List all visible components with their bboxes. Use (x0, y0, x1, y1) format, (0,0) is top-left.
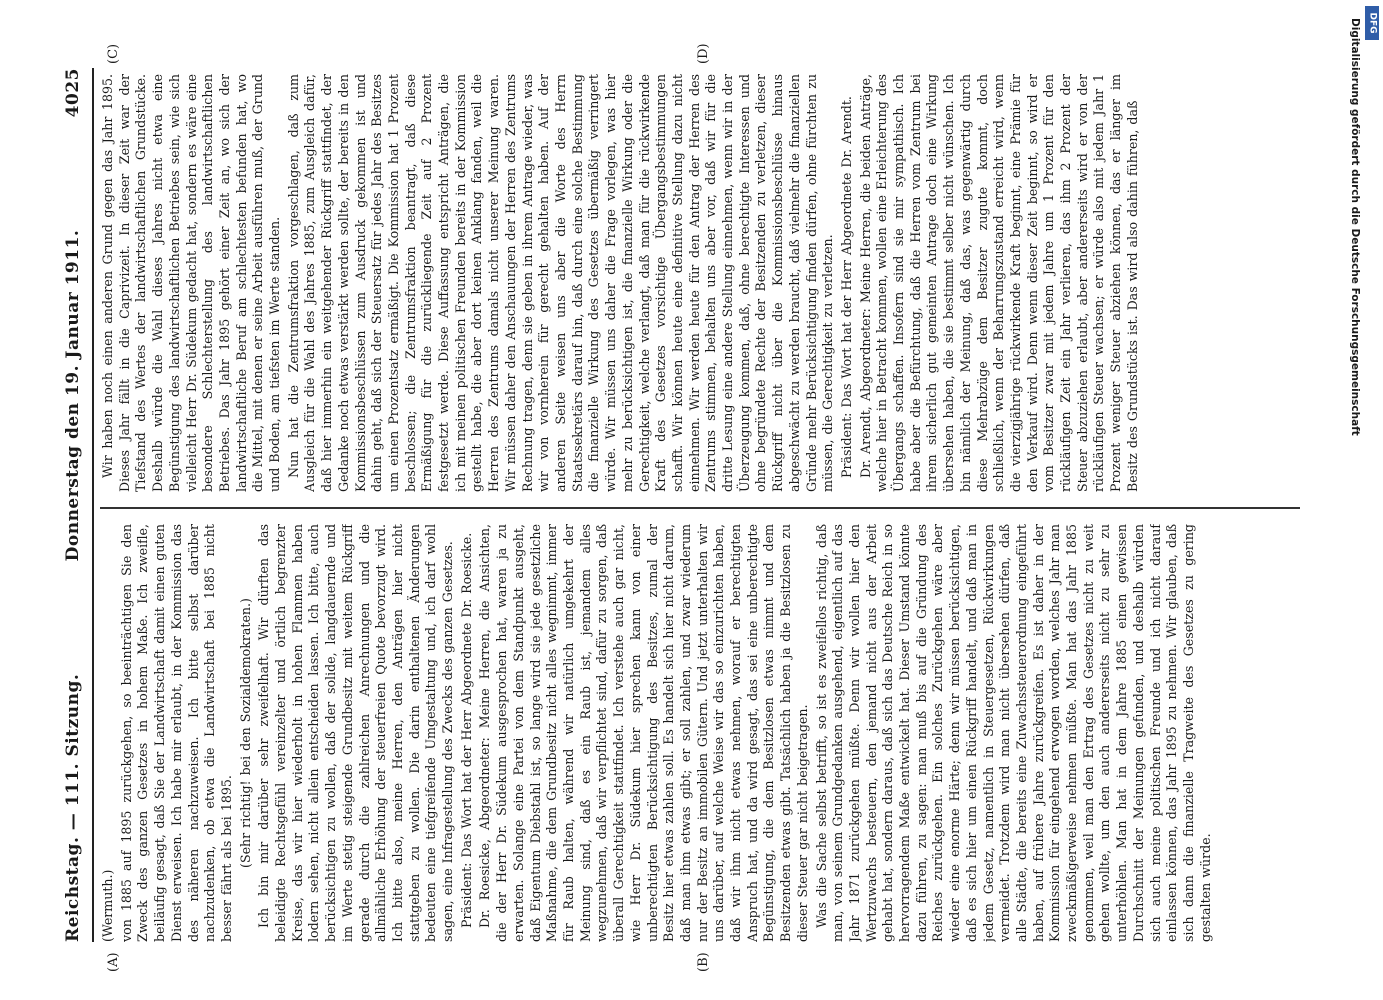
paragraph: Wir haben noch einen anderen Grund gegen das Jahr 1895. Dieses Jahr fällt in die Caprivizeit. In dieser Zeit war der Tiefstand des Wertes der landwirtschaftlichen Grundstücke. Deshalb würde die Wahl dieses Jahres nicht etwa eine Begünstigung des landwirtschaftlichen Betriebes sein, wie sich vielleicht Herr Dr. Südekum gedacht hat, sondern es wäre eine besondere Schlechterstellung des landwirtschaftlichen Betriebes. Das Jahr 1895 gehört einer Zeit an, wo sich der landwirtschaftliche Beruf am schlechtesten befunden hat, wo die Mittel, mit denen er seine Arbeit ausführen muß, der Grund und Boden, am tiefsten im Werte standen. (100, 74, 283, 492)
paragraph: Was die Sache selbst betrifft, so ist es zweifellos richtig, daß man, von seinem Grundgedanken ausgehend, eigentlich auf das Jahr 1871 zurückgehen müßte. Denn wir wollen hier den Wertzuwachs besteuern, den jemand nicht aus der Arbeit gehabt hat, sondern daraus, daß sich das Deutsche Reich in so hervorragendem Maße entwickelt hat. Dieser Umstand könnte dazu führen, zu sagen: man muß bis auf die Gründung des Reiches zurückgehen. Ein solches Zurückgehen wäre aber wieder eine enorme Härte; denn wir müssen berücksichtigen, daß es sich hier um einen Rückgriff handelt, und daß man in jedem Gesetz, namentlich in Steuergesetzen, Rückwirkungen vermeidet. Trotzdem wird man nicht übersehen dürfen, daß alle Städte, die bereits eine Zuwachssteuerordnung eingeführt haben, auf frühere Jahre zurückgreifen. Es ist daher in der Kommission für eingehend erwogen worden, welches Jahr man zweckmäßigerweise nehmen müßte. Man hat das Jahr 1885 genommen, weil man den Ertrag des Gesetzes nicht zu weit gehen wollte, um den auch andererseits nicht zu sehr zu unterhöhlen. Man hat in dem Jahre 1885 einen gewissen Durchschnitt der Meinungen gefunden, und deshalb würden sich auch meine politischen Freunde und ich nicht darauf einlassen können, das Jahr 1895 zu nehmen. Wir glauben, daß sich dann die finanzielle Tragweite des Gesetzes zu gering gestalten würde. (813, 524, 1213, 942)
margin-marker-c: (C) (106, 43, 121, 64)
left-column (100, 524, 1300, 942)
digitization-text: Digitalisierung gefördert durch die Deutsche Forschungsgemeinschaft (1349, 18, 1361, 436)
digitization-note (1345, 18, 1365, 978)
running-header (56, 68, 90, 942)
margin-marker-d: (D) (696, 43, 711, 64)
page-number: 4025 (63, 68, 83, 118)
speech-roesicke: Dr. Roesicke, Abgeordneter: Meine Herren, die Ansichten, die der Herr Dr. Südekum ausgesprochen hat, waren ja zu erwarten. Solange eine Partei von dem Standpunkt ausgeht, daß Eigentum Diebstahl ist, so lange wird sie jede gesetzliche Maßnahme, die dem Grundbesitz nicht alles wegnimmt, immer für Raub halten, während wir natürlich umgekehrt der Meinung sind, daß es ein Raub ist, jemandem alles wegzunehmen, daß wir verpflichtet sind, dafür zu sorgen, daß überall Gerechtigkeit stattfindet. Ich verstehe auch gar nicht, wie Herr Dr. Südekum hier sprechen kann von einer unberechtigten Berücksichtigung des Besitzes, zumal der Besitz hier etwas zahlen soll. Es handelt sich hier nicht darum, daß man ihm etwas gibt; er soll zahlen, und zwar wiederum nur der Besitz an immobilen Gütern. Und jetzt unterhalten wir uns darüber, auf welche Weise wir das so einzurichten haben, daß wir ihm nicht etwas nehmen, worauf er berechtigten Anspruch hat, und da wird gesagt, das sei eine unberechtigte Begünstigung, die dem Besitzlosen etwas nimmt und dem Besitzenden etwas gibt. Tatsächlich haben ja die Besitzlosen zu dieser Steuer gar nicht beigetragen. (477, 524, 810, 942)
paragraph: Nun hat die Zentrumsfraktion vorgeschlagen, daß zum Ausgleich für die Wahl des Jahres 1885, zum Ausgleich dafür, daß hier immerhin ein weitgehender Rückgriff stattfindet, der Gedanke noch etwas verstärkt werden sollte, der bereits in den Kommissionsbeschlüssen zum Ausdruck gekommen ist und dahin geht, daß sich der Steuersatz für jedes Jahr des Besitzes um einen Prozentsatz ermäßigt. Die Kommission hat 1 Prozent beschlossen; die Zentrumsfraktion beantragt, daß diese Ermäßigung für die zurückliegende Zeit auf 2 Prozent festgesetzt werde. Diese Auffassung entspricht Anträgen, die ich mit meinen politischen Freunden bereits in der Kommission gestellt habe, die aber dort keinen Anklang fanden, weil die Herren des Zentrums damals nicht unserer Meinung waren. Wir müssen daher den Anschauungen der Herren des Zentrums Rechnung tragen, denn sie geben in ihrem Antrage wieder, was wir von vornherein für gerecht gehalten haben. Auf der anderen Seite weisen uns aber die Worte des Herrn Staatssekretärs darauf hin, daß durch eine solche Bestimmung die finanzielle Wirkung des Gesetzes übermäßig verringert würde. Wir müssen uns daher die Frage vorlegen, was hier mehr zu berücksichtigen ist, die finanzielle Wirkung oder die Gerechtigkeit, welche verlangt, daß man für die rückwirkende Kraft des Gesetzes vorsichtige Übergangsbestimmungen schafft. Wir können heute eine definitive Stellung dazu nicht einnehmen. Wir werden heute für den Antrag der Herren des Zentrums stimmen, behalten uns aber vor, daß wir für die dritte Lesung eine andere Stellung einnehmen, wenn wir in der Überzeugung kommen, daß, ohne berechtigte Interessen und ohne begründete Rechte der Besitzenden zu verletzen, dieser Rückgriff nicht über die Kommissionsbeschlüsse hinaus abgeschwächt zu werden braucht, daß vielmehr die finanziellen Gründe mehr Berücksichtigung finden dürfen, ohne fürchten zu müssen, die Gerechtigkeit zu verletzen. (285, 74, 836, 492)
speech-arendt: Dr. Arendt, Abgeordneter: Meine Herren, die beiden Anträge, welche hier in Betracht kommen, wollen eine Erleichterung des Übergangs schaffen. Insofern sind sie mir sympathisch. Ich habe aber die Befürchtung, daß die Herren vom Zentrum bei ihrem sicherlich gut gemeinten Antrage doch eine Wirkung übersehen haben, die sie bestimmt selber nicht wünschen. Ich bin nämlich der Meinung, daß das, was gegenwärtig durch diese Mehrabzüge dem Besitzer zugute kommt, doch schließlich, wenn der Beharrungszustand erreicht wird, wenn die vierzigjährige rückwirkende Kraft beginnt, eine Prämie für den Verkauf wird. Denn wenn dieser Zeit beginnt, so wird er vom Besitzer zwar mit jedem Jahre um 1 Prozent für den rückläufigen Zeit ein Jahr verlieren, das ihm 2 Prozent der Steuer abzuziehen erlaubt, aber andererseits wird er von der rückläufigen Steuer wachsen; er würde also mit jedem Jahr 1 Prozent weniger Steuer abziehen können, das er länger im Besitz des Grundstücks ist. Das wird also dahin führen, daß (857, 74, 1140, 492)
president-remark: Präsident: Das Wort hat der Herr Abgeordnete Dr. Roesicke. (458, 532, 474, 928)
speaker-continuation: (Wermuth.) (100, 869, 115, 942)
paragraph: von 1885 auf 1895 zurückgehen, so beeinträchtigen Sie den Zweck des ganzen Gesetzes in hohem Maße. Ich zweifle, beiläufig gesagt, daß Sie der Landwirtschaft damit einen guten Dienst erweisen. Ich habe mir erlaubt, in der Kommission das des näheren nachzuweisen. Ich bitte selbst darüber nachzudenken, ob etwa die Landwirtschaft bei 1885 nicht besser fährt als bei 1895. (118, 524, 234, 942)
president-remark: Präsident: Das Wort hat der Herr Abgeordnete Dr. Arendt. (838, 96, 854, 478)
right-column (100, 74, 1300, 492)
scanned-page (56, 43, 1316, 972)
margin-marker-b: (B) (696, 952, 711, 972)
dfg-logo-icon (1365, 6, 1379, 40)
header-session: Reichstag. — 111. Sitzung. (63, 673, 83, 942)
header-rule (92, 68, 94, 942)
interjection: (Sehr richtig! bei den Sozialdemokraten.) (237, 598, 253, 868)
column-divider (100, 507, 1300, 509)
header-date: Donnerstag den 19. Januar 1911. (63, 229, 83, 562)
dfg-logo-text: DFG (1367, 12, 1378, 34)
paragraph: Ich bin mir darüber sehr zweifelhaft. Wir dürften das beleidigte Rechtsgefühl vereinzelter und örtlich begrenzter Kreise, das wir hier wiederholt in hohen Flammen haben lodern sehen, nicht allein entscheiden lassen. Ich bitte, auch berücksichtigen zu wollen, daß der solide, langdauernde und im Werte stetig steigende Grundbesitz mit weitem Rückgriff gerade durch die zahlreichen Anrechnungen und die allmähliche Erhöhung der steuerfreien Quote bevorzugt wird. Ich bitte also, meine Herren, den Anträgen hier nicht stattgeben zu wollen. Die darin enthaltenen Änderungen bedeuten eine tiefgreifende Umgestaltung und, ich darf wohl sagen, eine Infragestellung des Zwecks des ganzen Gesetzes. (256, 524, 456, 942)
margin-marker-a: (A) (106, 952, 121, 972)
rotated-page-content (56, 43, 1316, 972)
